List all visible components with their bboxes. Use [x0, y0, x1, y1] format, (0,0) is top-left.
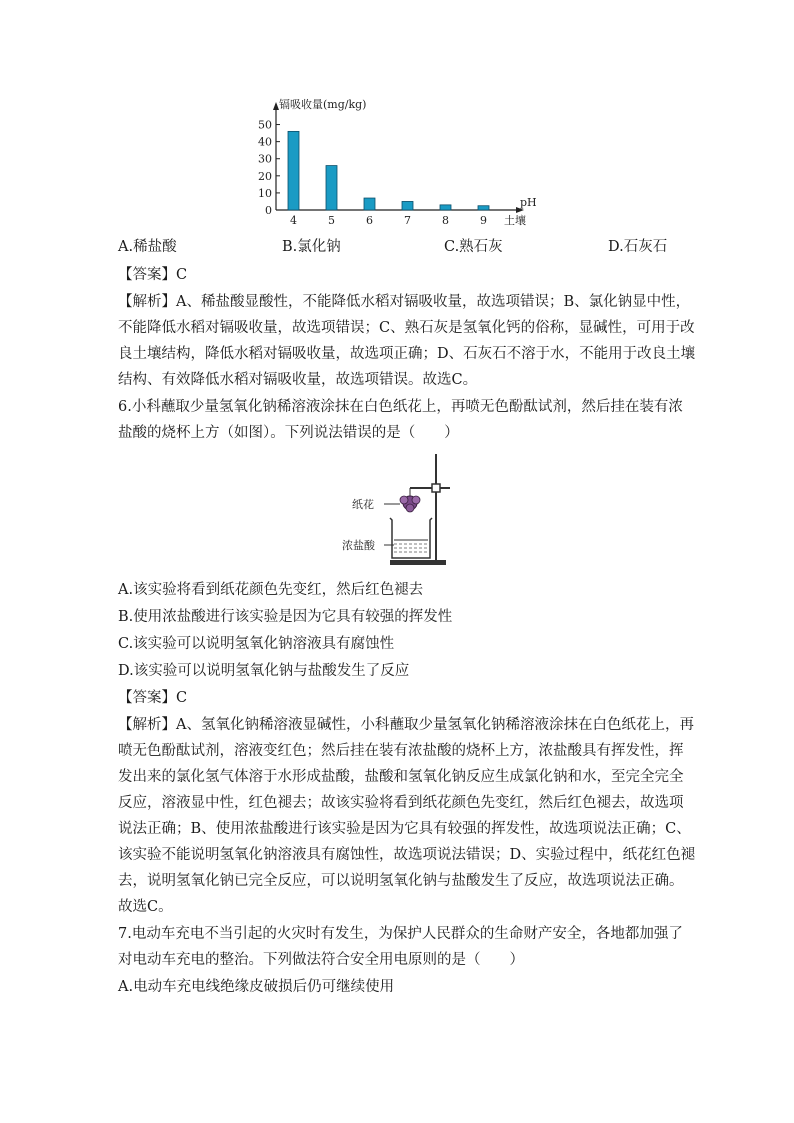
x-axis-label: 土壤 — [504, 214, 526, 227]
q6-option-d: D.该实验可以说明氢氧化钠与盐酸发生了反应 — [118, 663, 410, 679]
x-tick-label: 7 — [404, 214, 411, 227]
bar — [478, 206, 489, 210]
experiment-figure — [338, 450, 468, 568]
q5-analysis-line: 【解析】A、稀盐酸显酸性，不能降低水稻对镉吸收量，故选项错误；B、氯化钠显中性， — [118, 294, 691, 310]
y-tick-label: 0 — [265, 204, 272, 217]
q6-stem-line: 6.小科蘸取少量氢氧化钠稀溶液涂抹在白色纸花上，再喷无色酚酞试剂，然后挂在装有浓 — [118, 399, 683, 415]
q6-option-b: B.使用浓盐酸进行该实验是因为它具有较强的挥发性 — [118, 609, 453, 625]
x-tick-label: 4 — [290, 214, 297, 227]
bar — [288, 131, 299, 210]
q6-analysis-line: 喷无色酚酞试剂，溶液变红色；然后挂在装有浓盐酸的烧杯上方，浓盐酸具有挥发性，挥 — [118, 743, 684, 759]
acid-label: 浓盐酸 — [342, 539, 375, 552]
bar — [326, 166, 337, 210]
bar — [402, 201, 413, 210]
cadmium-bar-chart — [250, 92, 550, 232]
q6-analysis-line: 故选C。 — [118, 899, 173, 915]
x-tick-label: 9 — [480, 214, 487, 227]
q5-analysis-line: 结构、有效降低水稻对镉吸收量，故选项错误。故选C。 — [118, 372, 478, 388]
y-tick-label: 20 — [258, 169, 272, 183]
q5-option-c: C.熟石灰 — [444, 239, 503, 255]
x-tick-label: 8 — [442, 214, 449, 227]
q6-answer: 【答案】C — [118, 690, 188, 706]
y-tick-label: 40 — [258, 135, 272, 149]
q6-analysis-line: 该实验不能说明氢氧化钠溶液具有腐蚀性，故选项说法错误；D、实验过程中，纸花红色褪 — [118, 847, 696, 863]
y-tick-label: 50 — [258, 118, 272, 132]
y-tick-label: 10 — [258, 186, 272, 200]
q6-stem-line: 盐酸的烧杯上方（如图）。下列说法错误的是（ ） — [118, 425, 459, 441]
q5-option-d: D.石灰石 — [608, 239, 668, 255]
stand-base — [390, 560, 446, 565]
q6-analysis-line: 去，说明氢氧化钠已完全反应，可以说明氢氧化钠与盐酸发生了反应，故选项说法正确。 — [118, 873, 684, 889]
y-tick-label: 30 — [258, 152, 272, 166]
q6-option-c: C.该实验可以说明氢氧化钠溶液具有腐蚀性 — [118, 636, 395, 652]
q5-option-a: A.稀盐酸 — [118, 239, 177, 255]
bar — [440, 205, 451, 210]
q7-stem-line: 对电动车充电的整治。下列做法符合安全用电原则的是（ ） — [118, 952, 524, 968]
q5-option-b: B.氯化钠 — [282, 239, 341, 255]
q7-option-a: A.电动车充电线绝缘皮破损后仍可继续使用 — [118, 979, 395, 995]
q6-analysis-line: 反应，溶液显中性，红色褪去；故该实验将看到纸花颜色先变红，然后红色褪去，故选项 — [118, 795, 684, 811]
q6-analysis-line: 【解析】A、氢氧化钠稀溶液显碱性，小科蘸取少量氢氧化钠稀溶液涂抹在白色纸花上，再 — [118, 717, 694, 733]
q6-analysis-line: 说法正确；B、使用浓盐酸进行该实验是因为它具有较强的挥发性，故选项说法正确；C、 — [118, 821, 691, 837]
q5-analysis-line: 良土壤结构，降低水稻对镉吸收量，故选项正确；D、石灰石不溶于水，不能用于改良土壤 — [118, 346, 696, 362]
x-tick-label: 6 — [366, 214, 373, 227]
q6-analysis-line: 发出来的氯化氢气体溶于水形成盐酸，盐酸和氢氧化钠反应生成氯化钠和水，至完全完全 — [118, 769, 684, 785]
y-axis-label: 镉吸收量(mg/kg) — [279, 98, 367, 111]
x-tick-label: 5 — [328, 214, 335, 227]
q6-option-a: A.该实验将看到纸花颜色先变红，然后红色褪去 — [118, 582, 424, 598]
paper-flower-icon — [400, 496, 420, 512]
x-axis-unit: pH — [520, 196, 537, 209]
bar — [364, 198, 375, 210]
flower-label: 纸花 — [352, 498, 374, 511]
q5-answer: 【答案】C — [118, 267, 188, 283]
q7-stem-line: 7.电动车充电不当引起的火灾时有发生，为保护人民群众的生命财产安全，各地都加强了 — [118, 926, 683, 942]
q5-analysis-line: 不能降低水稻对镉吸收量，故选项错误；C、熟石灰是氢氧化钙的俗称，显碱性，可用于改 — [118, 320, 695, 336]
